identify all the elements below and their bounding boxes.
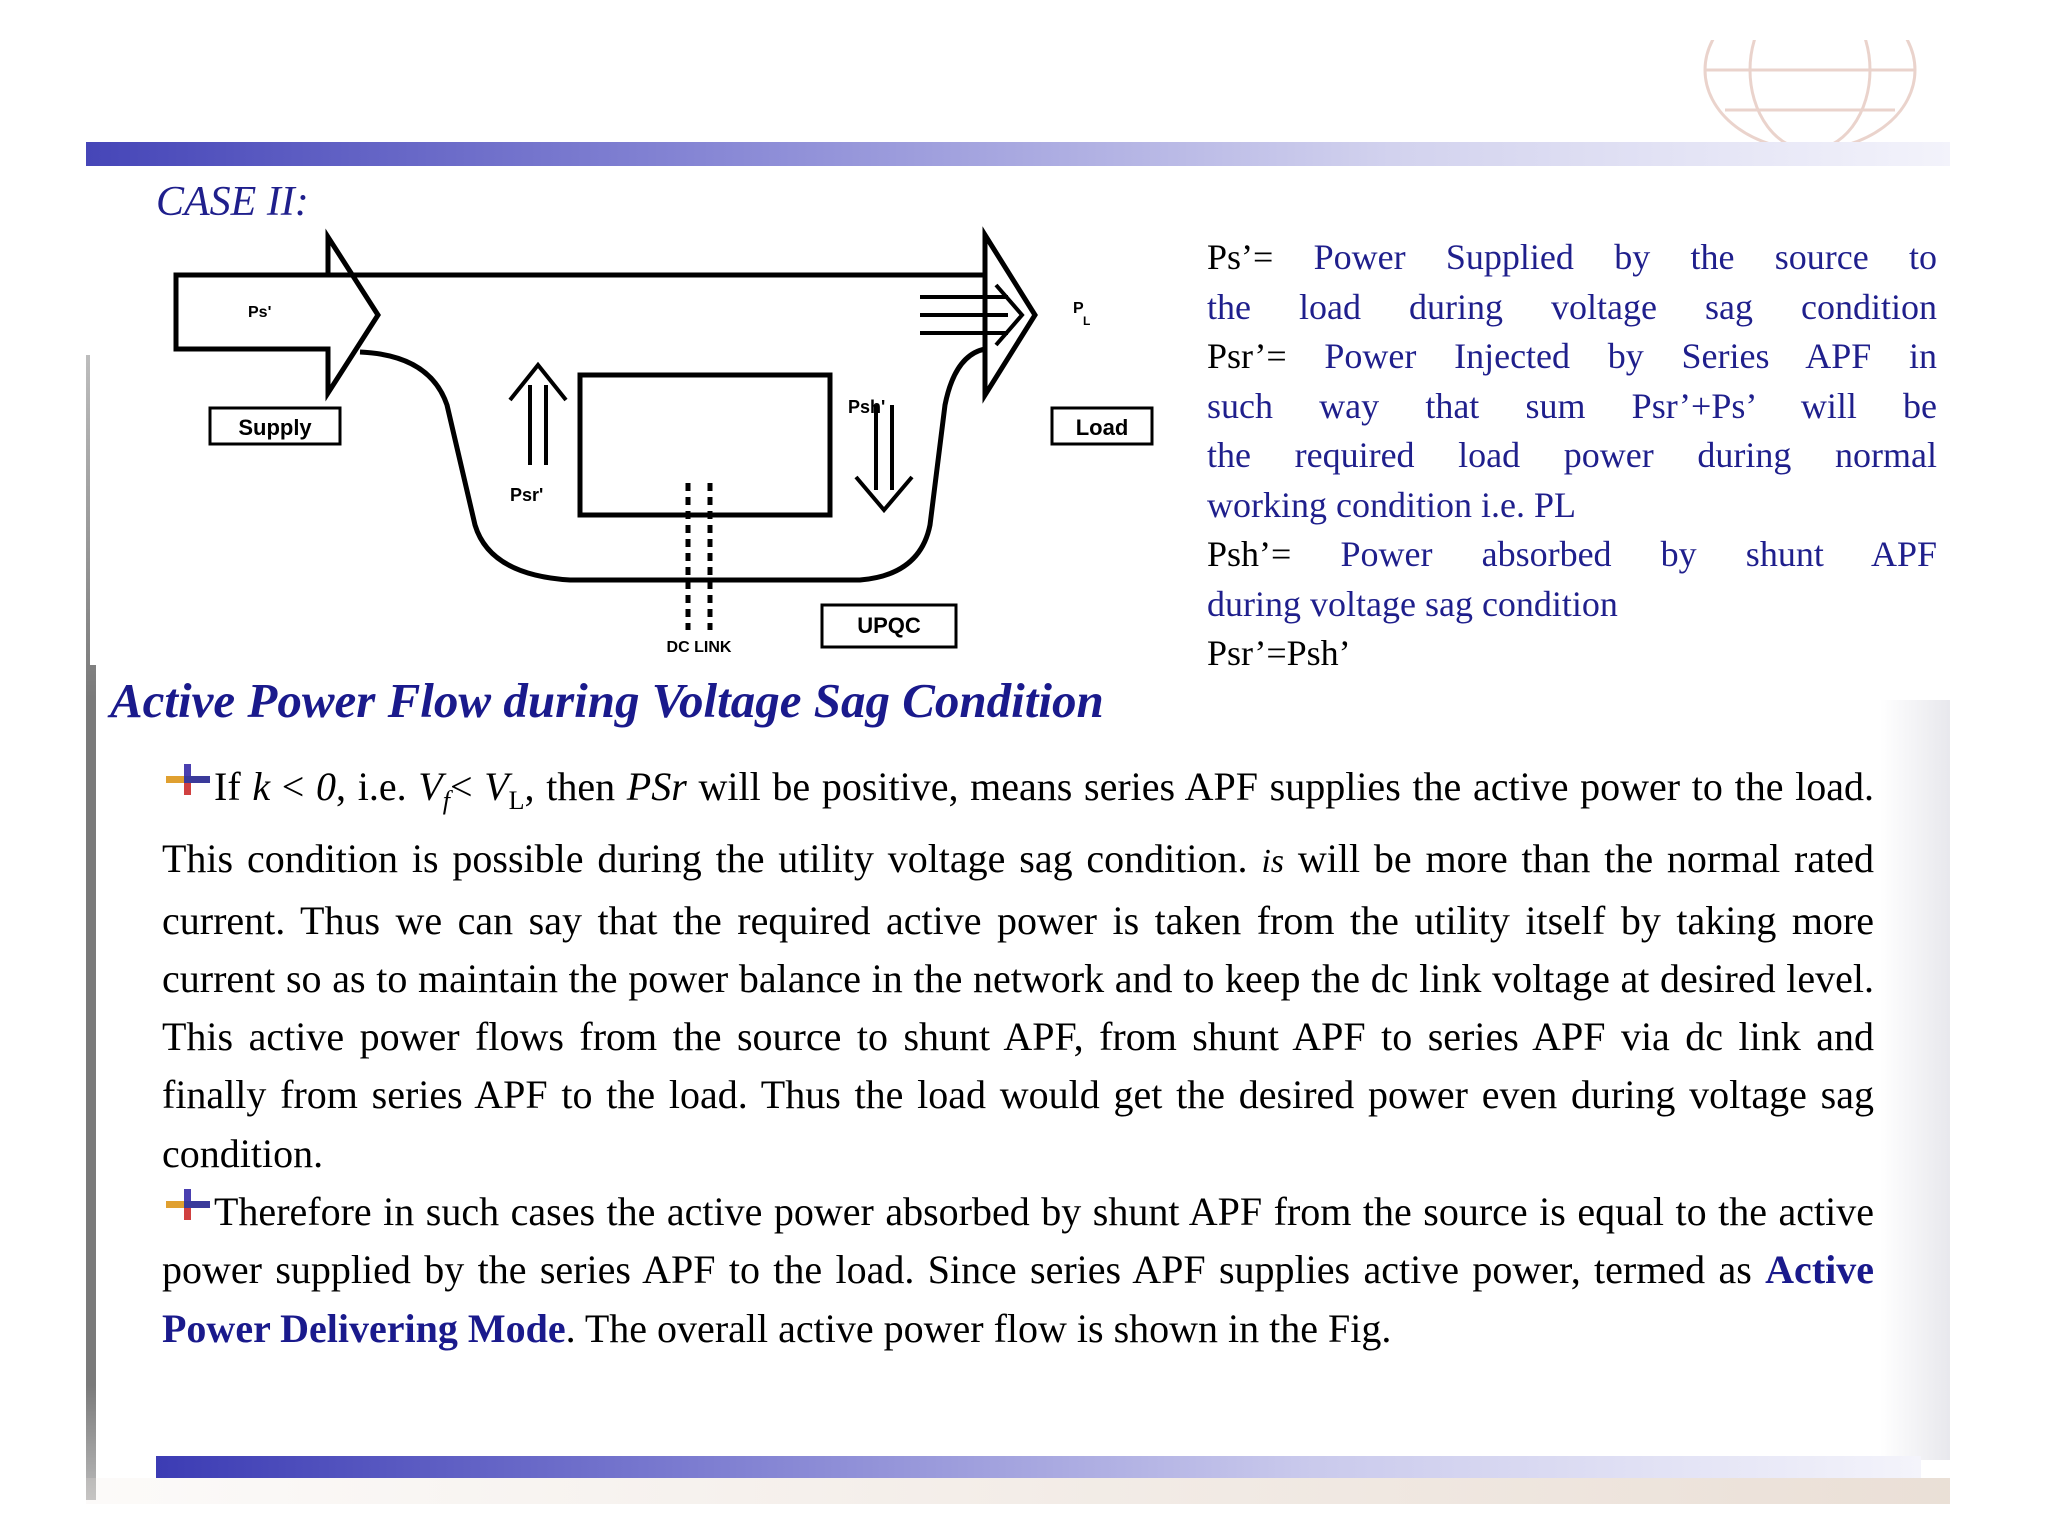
upqc-power-flow-diagram — [90, 225, 1210, 665]
emphasis-mode: Active Power Delivering Mode — [162, 1247, 1874, 1351]
legend-line: the load during voltage sag condition — [1207, 286, 1937, 327]
legend-line: Psr’= Power Injected by Series APF in — [1207, 336, 1937, 376]
legend-line: working condition i.e. PL — [1207, 484, 1576, 525]
legend-line: the required load power during normal — [1207, 435, 1937, 475]
ps-label: Ps' — [248, 304, 272, 321]
legend-line: Ps’= Power Supplied by the source to — [1207, 237, 1937, 277]
legend — [1207, 233, 1937, 679]
legend-line: Psh’= Power absorbed by shunt APF — [1207, 534, 1938, 574]
bottom-shade — [86, 1478, 1950, 1504]
globe-watermark-icon — [1700, 40, 1920, 150]
upqc-box — [580, 375, 830, 515]
bullet-cross-icon — [162, 1187, 214, 1227]
load-label: Load — [1075, 415, 1129, 440]
section-heading: Active Power Flow during Voltage Sag Condition — [110, 673, 1104, 728]
psr-label: Psr' — [510, 485, 544, 505]
psr-arrow — [510, 365, 566, 465]
bottom-band — [156, 1456, 1921, 1478]
paragraph-1: If k < 0, i.e. $V_f< V_L$, then PSr will be positive, means series APF supplies the active power to the load. This condition is possible during the utility voltage sag condition. is will be more than the normal rated current. Thus we can say that the required active power is taken from the utility itself by taking more current so as to maintain the power balance in the network and to keep the dc link voltage at desired level. This active power flows from the source to shunt APF, from shunt APF to series APF via dc link and finally from series APF to the load. Thus the load would get the desired power even during voltage sag condition. — [162, 764, 1875, 1176]
supply-label: Supply — [238, 415, 312, 440]
paragraph-2: Therefore in such cases the active power absorbed by shunt APF from the source is equal to the active power supplied by the series APF to the load. Since series APF supplies active power, termed as Active Power Delivering Mode. The overall active power flow is shown in the Fig. — [162, 1189, 1874, 1351]
top-band — [86, 142, 1950, 166]
upqc-label: UPQC — [857, 613, 921, 638]
bullet-cross-icon — [162, 762, 214, 802]
dc-link-label: DC LINK — [666, 639, 732, 656]
right-shade — [1880, 700, 1950, 1460]
pl-sub-label: L — [1083, 314, 1091, 328]
ps-arrow — [176, 237, 378, 393]
psh-arrow — [856, 405, 912, 510]
body-text — [162, 758, 1874, 1358]
case-label: CASE II: — [156, 179, 309, 225]
psh-label: Psh' — [848, 397, 886, 417]
legend-line: Psr’=Psh’ — [1207, 633, 1351, 673]
legend-line: such way that sum Psr’+Ps’ will be — [1207, 385, 1937, 426]
legend-line: during voltage sag condition — [1207, 583, 1618, 624]
pl-label: P — [1073, 300, 1084, 317]
